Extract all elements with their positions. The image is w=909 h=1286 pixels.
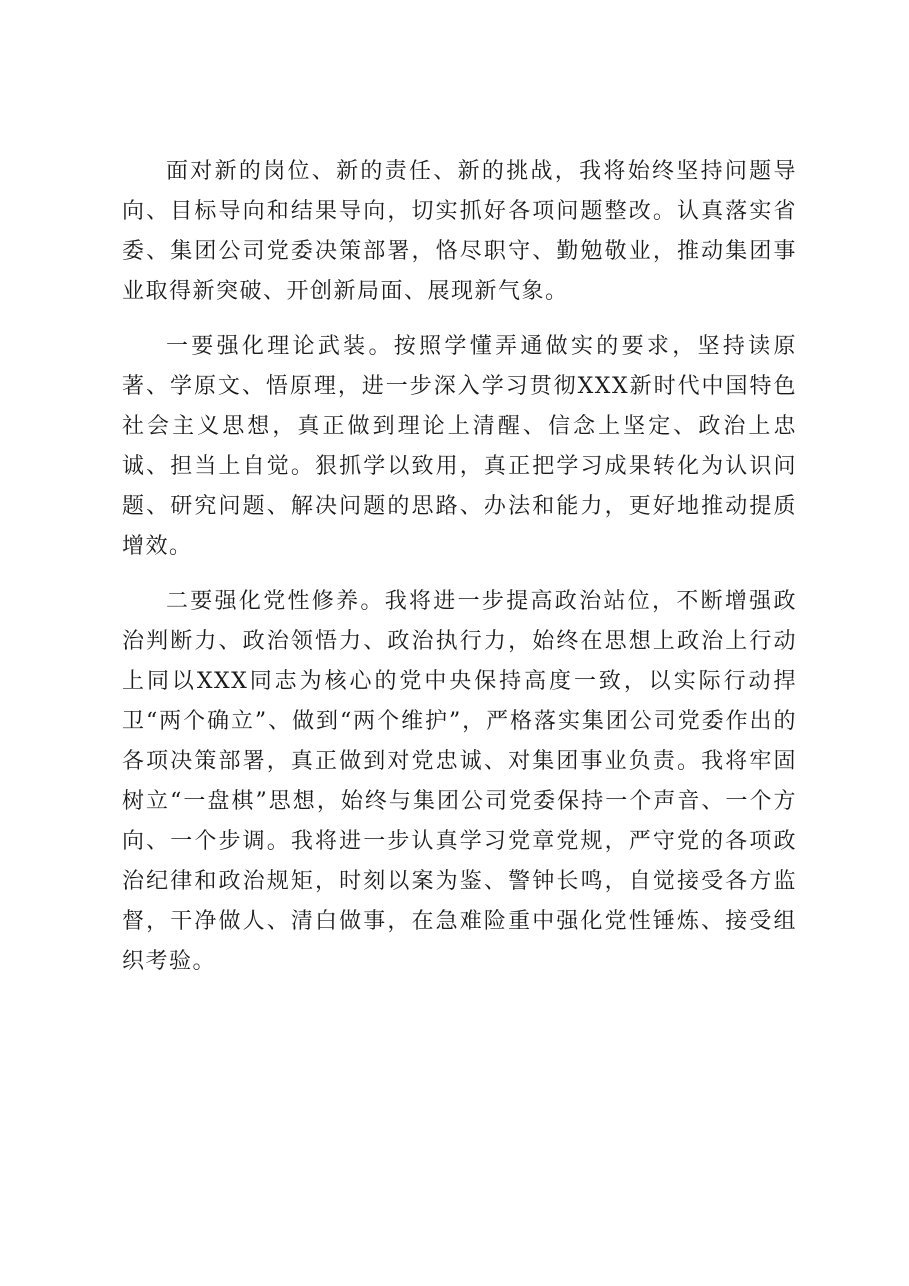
paragraph-party-spirit: 二要强化党性修养。我将进一步提高政治站位，不断增强政治判断力、政治领悟力、政治执行力，始终在思想上政治上行动上同以XXX同志为核心的党中央保持高度一致，以实际行动捍卫“两个确立”、做到“两个维护”，严格落实集团公司党委作出的各项决策部署，真正做到对党忠诚、对集团事业负责。我将牢固树立“一盘棋”思想，始终与集团公司党委保持一个声音、一个方向、一个步调。我将进一步认真学习党章党规，严守党的各项政治纪律和政治规矩，时刻以案为鉴、警钟长鸣，自觉接受各方监督，干净做人、清白做事，在急难险重中强化党性锤炼、接受组织考验。 [122,589,797,974]
document-body [122,152,797,997]
paragraph-intro: 面对新的岗位、新的责任、新的挑战，我将始终坚持问题导向、目标导向和结果导向，切实抓好各项问题整改。认真落实省委、集团公司党委决策部署，恪尽职守、勤勉敬业，推动集团事业取得新突破、开创新局面、展现新气象。 [122,159,797,304]
paragraph-theory: 一要强化理论武装。按照学懂弄通做实的要求，坚持读原著、学原文、悟原理，进一步深入学习贯彻XXX新时代中国特色社会主义思想，真正做到理论上清醒、信念上坚定、政治上忠诚、担当上自觉。狠抓学以致用，真正把学习成果转化为认识问题、研究问题、解决问题的思路、办法和能力，更好地推动提质增效。 [122,334,797,559]
